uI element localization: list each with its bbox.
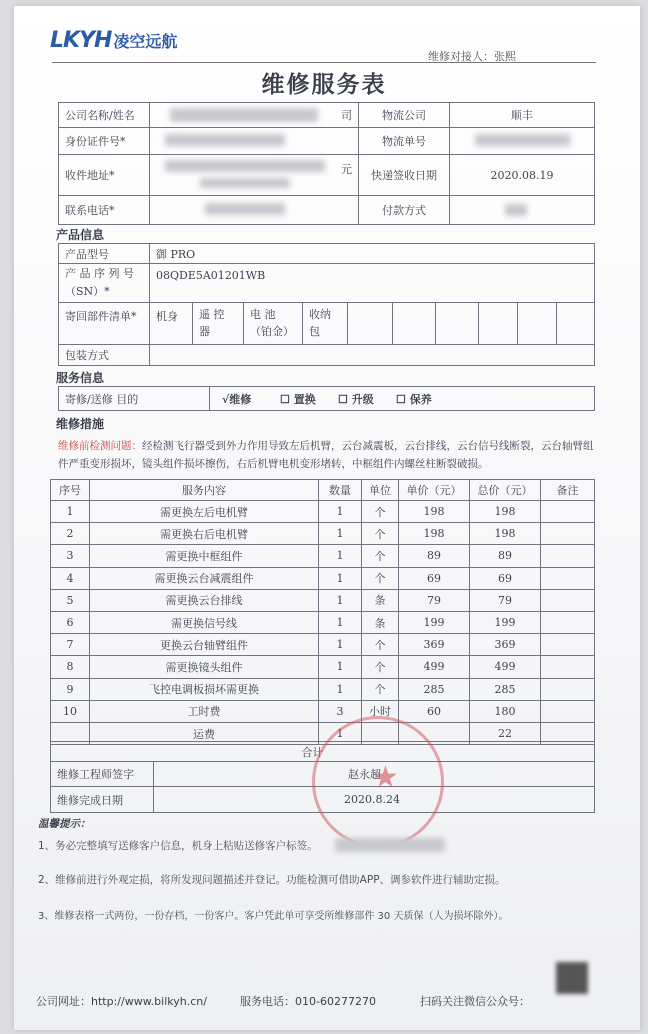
company-logo <box>50 28 177 53</box>
row-total: 89 <box>469 544 541 567</box>
diagnosis-text: 经检测飞行器受到外力作用导致左后机臂，云台减震板，云台排线，云台信号线断裂，云台轴臂组件严重变形损坏，镜头组件损坏擦伤，右后机臂电机变形堵转，中框组件内螺丝柱断裂破损。 <box>58 440 594 470</box>
row-item: 更换云台轴臂组件 <box>89 633 319 656</box>
redacted-address-2 <box>200 178 290 188</box>
row-unit: 小时 <box>361 700 399 723</box>
courier-label: 物流公司 <box>358 102 450 128</box>
done-date-label: 维修完成日期 <box>50 786 154 813</box>
row-unit: 个 <box>361 633 399 656</box>
row-unit: 条 <box>361 611 399 634</box>
option-upgrade: ☐ 升级 <box>338 392 374 406</box>
option-maintain: ☐ 保养 <box>396 392 432 406</box>
row-qty: 3 <box>318 700 362 723</box>
row-total: 369 <box>469 633 541 656</box>
diagnosis-note <box>58 437 594 473</box>
row-total: 199 <box>469 611 541 634</box>
row-item: 需更换中框组件 <box>89 544 319 567</box>
redacted-company <box>170 108 318 122</box>
row-no: 5 <box>50 589 90 612</box>
note-item: 2、维修前进行外观定损，将所发现问题描述并登记。功能检测可借助APP、调参软件进行辅助定损。 <box>38 874 506 886</box>
row-unit: 个 <box>361 522 399 545</box>
redacted-note <box>335 838 445 852</box>
table-header-cell: 数量 <box>318 479 362 501</box>
row-price: 89 <box>398 544 470 567</box>
row-total: 69 <box>469 567 541 590</box>
row-unit: 条 <box>361 589 399 612</box>
row-unit: 个 <box>361 500 399 523</box>
row-item: 需更换右后电机臂 <box>89 522 319 545</box>
row-total: 285 <box>469 678 541 701</box>
row-item: 需更换镜头组件 <box>89 655 319 678</box>
row-price: 285 <box>398 678 470 701</box>
table-header-cell: 服务内容 <box>89 479 319 501</box>
row-price: 60 <box>398 700 470 723</box>
done-date-value: 2020.8.24 <box>153 786 595 813</box>
footer-wechat: 扫码关注微信公众号： <box>420 995 530 1008</box>
row-note <box>540 700 595 723</box>
company-suffix: 司 <box>341 109 352 122</box>
part-empty-cell <box>347 302 393 345</box>
model-value: 御 PRO <box>149 243 595 264</box>
part-item: 电 池（铂金） <box>243 302 303 345</box>
redacted-address <box>165 160 325 172</box>
header-divider <box>52 62 596 63</box>
row-item: 飞控电调板损坏需更换 <box>89 678 319 701</box>
logo-text: 凌空远航 <box>113 32 178 51</box>
row-note <box>540 655 595 678</box>
row-qty: 1 <box>318 589 362 612</box>
note-item: 1、务必完整填写送修客户信息，机身上粘贴送修客户标签。 <box>38 840 318 852</box>
row-unit: 个 <box>361 567 399 590</box>
row-qty: 1 <box>318 544 362 567</box>
engineer-label: 维修工程师签字 <box>50 761 154 787</box>
note-item: 3、维修表格一式两份，一份存档，一份客户。客户凭此单可享受所维修部件 30 天质保（人为损坏除外）。 <box>38 911 509 922</box>
row-no: 10 <box>50 700 90 723</box>
purpose-options <box>209 386 595 411</box>
payment-label: 付款方式 <box>358 195 450 225</box>
row-item: 需更换信号线 <box>89 611 319 634</box>
qr-code-icon <box>556 962 588 994</box>
row-qty: 1 <box>318 655 362 678</box>
row-total: 22 <box>469 722 541 745</box>
row-total: 198 <box>469 500 541 523</box>
row-price: 199 <box>398 611 470 634</box>
part-empty-cell <box>478 302 518 345</box>
logo-mark: LKYH <box>50 28 112 53</box>
row-no: 2 <box>50 522 90 545</box>
packaging-value <box>149 344 595 366</box>
row-qty: 1 <box>318 567 362 590</box>
row-no: 1 <box>50 500 90 523</box>
repair-section-title: 维修措施 <box>56 417 105 431</box>
row-no: 6 <box>50 611 90 634</box>
row-item: 运费 <box>89 722 319 745</box>
row-price: 198 <box>398 500 470 523</box>
table-header-cell: 单价（元） <box>398 479 470 501</box>
row-qty: 1 <box>318 722 362 745</box>
seal-star-icon: ★ <box>372 760 399 795</box>
row-no: 8 <box>50 655 90 678</box>
option-replace: ☐ 置换 <box>280 392 316 406</box>
row-note <box>540 567 595 590</box>
id-label: 身份证件号* <box>58 127 150 155</box>
sn-label-line1: 产 品 序 列 号 <box>65 267 134 280</box>
table-header-cell: 序号 <box>50 479 90 501</box>
table-header-cell: 总价（元） <box>469 479 541 501</box>
row-total: 499 <box>469 655 541 678</box>
row-note <box>540 544 595 567</box>
courier-value: 顺丰 <box>449 102 595 128</box>
notes-title: 温馨提示： <box>38 818 91 830</box>
redacted-id <box>165 134 285 146</box>
option-repair: √维修 <box>222 392 252 406</box>
purpose-label: 寄修/送修 目的 <box>58 386 210 411</box>
row-note <box>540 633 595 656</box>
row-note <box>540 611 595 634</box>
row-qty: 1 <box>318 611 362 634</box>
page-title: 维修服务表 <box>261 72 387 98</box>
row-item: 工时费 <box>89 700 319 723</box>
row-no: 4 <box>50 567 90 590</box>
part-empty-cell <box>517 302 557 345</box>
diagnosis-lead: 维修前检测问题： <box>58 440 142 452</box>
tracking-label: 物流单号 <box>358 127 450 155</box>
part-empty-cell <box>392 302 436 345</box>
row-price: 69 <box>398 567 470 590</box>
part-item: 收纳包 <box>302 302 348 345</box>
row-item: 需更换云台减震组件 <box>89 567 319 590</box>
row-price: 369 <box>398 633 470 656</box>
row-note <box>540 522 595 545</box>
redacted-tracking <box>475 134 570 146</box>
phone-label: 联系电话* <box>58 195 150 225</box>
footer-website[interactable]: 公司网址：http://www.bilkyh.cn/ <box>36 995 207 1008</box>
address-label: 收件地址* <box>58 154 150 196</box>
row-item: 需更换左后电机臂 <box>89 500 319 523</box>
row-no: 3 <box>50 544 90 567</box>
sn-value: 08QDE5A01201WB <box>149 263 595 303</box>
redacted-payment <box>505 204 527 216</box>
row-note <box>540 589 595 612</box>
row-total: 79 <box>469 589 541 612</box>
contact-person: 维修对接人：张熙 <box>428 50 516 63</box>
row-price: 198 <box>398 522 470 545</box>
part-empty-cell <box>556 302 595 345</box>
table-header-cell: 单位 <box>361 479 399 501</box>
row-qty: 1 <box>318 633 362 656</box>
service-section-title: 服务信息 <box>56 371 105 385</box>
row-note <box>540 500 595 523</box>
company-label: 公司名称/姓名 <box>58 102 150 128</box>
row-no: 7 <box>50 633 90 656</box>
table-header-cell: 备注 <box>540 479 595 501</box>
row-unit: 个 <box>361 678 399 701</box>
sn-label <box>58 263 150 303</box>
footer-phone: 服务电话：010-60277270 <box>240 995 376 1008</box>
row-total: 180 <box>469 700 541 723</box>
redacted-phone <box>205 203 285 215</box>
row-no: 9 <box>50 678 90 701</box>
sn-label-line2: （SN）* <box>65 285 110 298</box>
row-item: 需更换云台排线 <box>89 589 319 612</box>
part-item: 遥 控 器 <box>192 302 244 345</box>
row-note <box>540 678 595 701</box>
engineer-signature: 赵永超 <box>153 761 595 787</box>
row-total: 198 <box>469 522 541 545</box>
address-suffix: 元 <box>341 163 352 176</box>
parts-label: 寄回部件清单* <box>58 302 150 345</box>
row-qty: 1 <box>318 500 362 523</box>
total-label: 合计 <box>301 745 324 759</box>
part-item: 机身 <box>149 302 193 345</box>
row-qty: 1 <box>318 522 362 545</box>
receipt-date-label: 快递签收日期 <box>358 154 450 196</box>
product-section-title: 产品信息 <box>56 228 105 242</box>
model-label: 产品型号 <box>58 243 150 264</box>
row-unit: 个 <box>361 544 399 567</box>
receipt-date-value: 2020.08.19 <box>449 154 595 196</box>
row-unit: 个 <box>361 655 399 678</box>
packaging-label: 包装方式 <box>58 344 150 366</box>
row-price: 79 <box>398 589 470 612</box>
row-price: 499 <box>398 655 470 678</box>
part-empty-cell <box>435 302 479 345</box>
row-qty: 1 <box>318 678 362 701</box>
